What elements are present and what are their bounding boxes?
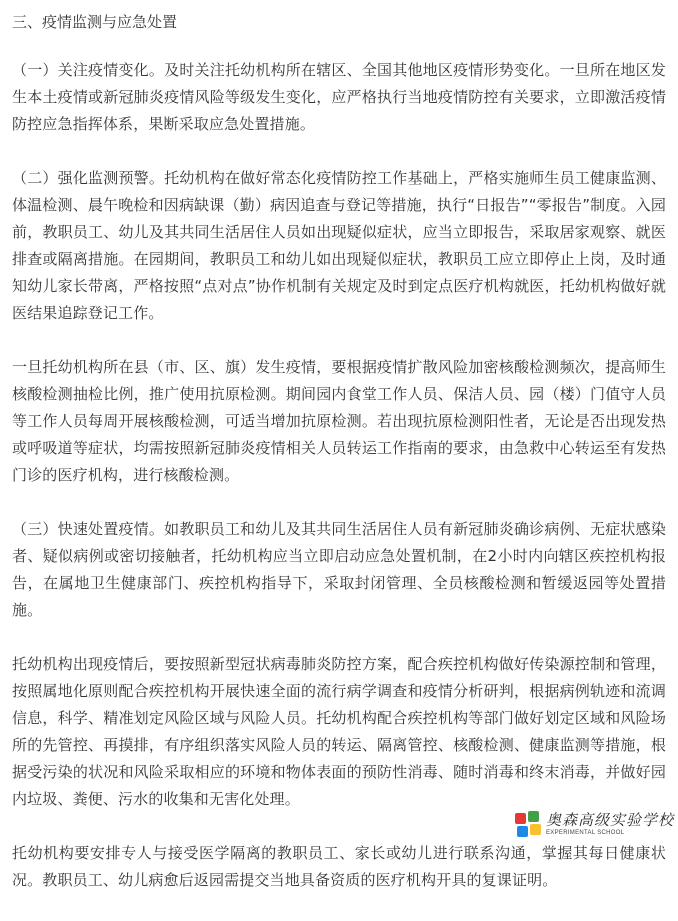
section-heading: 三、疫情监测与应急处置 [12, 13, 178, 31]
paragraph-4: （三）快速处置疫情。如教职员工和幼儿及其共同生活居住人员有新冠肺炎确诊病例、无症状感染者、疑似病例或密切接触者，托幼机构应当立即启动应急处置机制，在2小时内向辖区疾控机构报告，在属地卫生健康部门、疾控机构指导下，采取封闭管理、全员核酸检测和暂缓返园等处置措施。 [12, 520, 666, 619]
paragraph-3: 一旦托幼机构所在县（市、区、旗）发生疫情，要根据疫情扩散风险加密核酸检测频次，提高师生核酸检测抽检比例，推广使用抗原检测。期间园内食堂工作人员、保洁人员、园（楼）门值守人员等工作人员每周开展核酸检测，可适当增加抗原检测。若出现抗原检测阳性者，无论是否出现发热或呼吸道等症状，均需按照新冠肺炎疫情相关人员转运工作指南的要求，由急救中心转运至有发热门诊的医疗机构，进行核酸检测。 [12, 358, 666, 484]
school-logo-icon [513, 809, 543, 839]
school-name: 奥森高级实验学校 [545, 811, 674, 829]
document-body [12, 9, 666, 921]
paragraph-2: （二）强化监测预警。托幼机构在做好常态化疫情防控工作基础上，严格实施师生员工健康监测、体温检测、晨午晚检和因病缺课（勤）病因追查与登记等措施，执行“日报告”“零报告”制度。入园前，教职员工、幼儿及其共同生活居住人员如出现疑似症状，应当立即报告，采取居家观察、就医排查或隔离措施。在园期间，教职员工和幼儿如出现疑似症状，教职员工应立即停止上岗，及时通知幼儿家长带离，严格按照“点对点”协作机制有关规定及时到定点医疗机构就医，托幼机构做好就医结果追踪登记工作。 [12, 169, 666, 322]
paragraph-5: 托幼机构出现疫情后，要按照新型冠状病毒肺炎防控方案，配合疾控机构做好传染源控制和管理，按照属地化原则配合疾控机构开展快速全面的流行病学调查和疫情分析研判，根据病例轨迹和流调信息，科学、精准划定风险区域与风险人员。托幼机构配合疾控机构等部门做好划定区域和风险场所的先管控、再摸排，有序组织落实风险人员的转运、隔离管控、核酸检测、健康监测等措施，根据受污染的状况和风险采取相应的环境和物体表面的预防性消毒、随时消毒和终末消毒，并做好园内垃圾、粪便、污水的收集和无害化处理。 [12, 655, 666, 808]
school-subtitle: EXPERIMENTAL SCHOOL [545, 830, 625, 836]
school-watermark [513, 807, 674, 841]
paragraph-6: 托幼机构要安排专人与接受医学隔离的教职员工、家长或幼儿进行联系沟通，掌握其每日健康状况。教职员工、幼儿病愈后返园需提交当地具备资质的医疗机构开具的复课证明。 [12, 844, 666, 889]
paragraph-1: （一）关注疫情变化。及时关注托幼机构所在辖区、全国其他地区疫情形势变化。一旦所在地区发生本土疫情或新冠肺炎疫情风险等级发生变化，应严格执行当地疫情防控有关要求，立即激活疫情防控应急指挥体系，果断采取应急处置措施。 [12, 61, 666, 133]
